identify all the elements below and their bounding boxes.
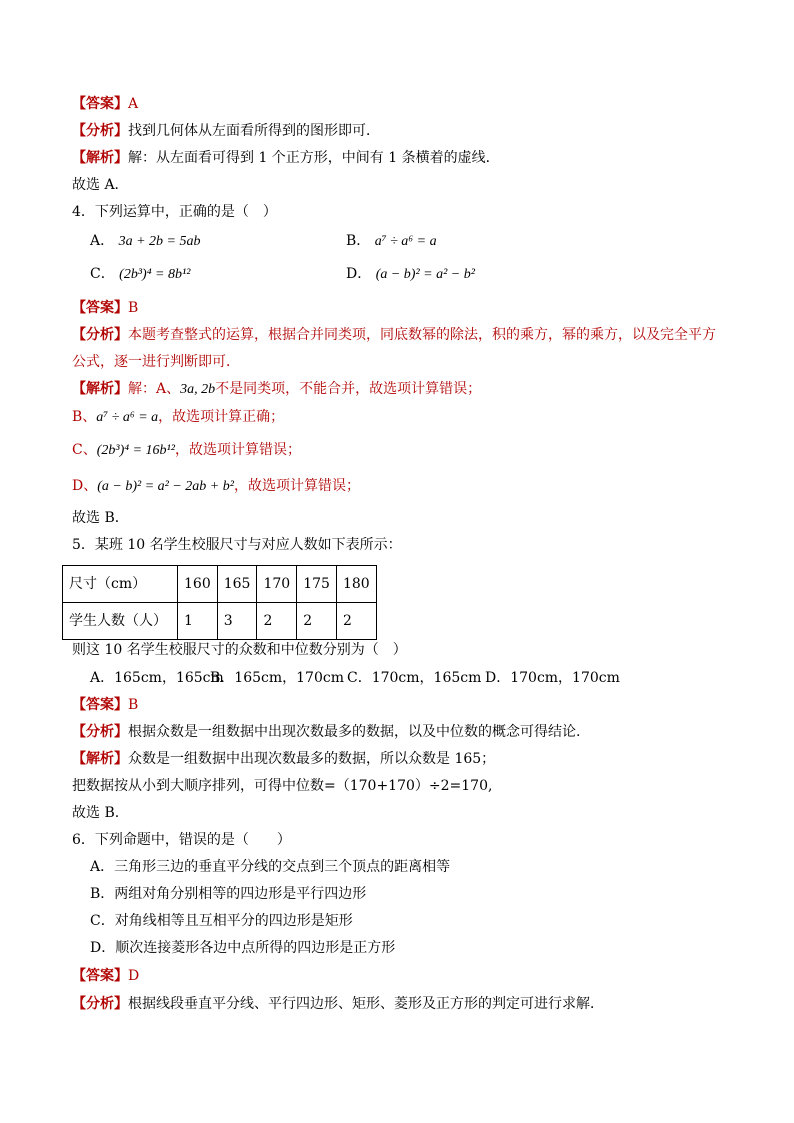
solution-prefix: C、 [72,442,97,458]
table-cell: 2 [336,603,376,640]
table-cell: 165 [217,566,257,603]
q4-solution-b [72,407,284,428]
analysis-text: 本题考查整式的运算，根据合并同类项，同底数幂的除法，积的乘方，幂的乘方，以及完全平方 [128,327,716,343]
solution-text: ，故选项计算正确； [158,409,285,425]
table-cell: 180 [336,566,376,603]
table-row [63,566,377,603]
q5-solution-cont: 把数据按从小到大顺序排列，可得中位数=（170+170）÷2=170, [72,778,493,794]
table-cell: 2 [297,603,337,640]
q4-answer [72,298,138,318]
solution-tag: 【解析】 [72,751,128,767]
table-cell: 175 [297,566,337,603]
option-expr: (2b³)⁴ = 8b¹² [119,267,191,282]
table-cell: 3 [217,603,257,640]
q4-solution-a [72,379,481,400]
q5-stem: 5．某班 10 名学生校服尺寸与对应人数如下表所示： [72,537,402,553]
q5-option-c: C．170cm，165cm [347,670,482,686]
q3-solution [72,148,500,168]
q3-answer [72,94,138,114]
q6-option-c: C．对角线相等且互相平分的四边形是矩形 [90,913,353,929]
q5-option-a: A．165cm，165cm [90,670,224,686]
q5-option-d: D．170cm，170cm [485,670,620,686]
solution-text: ，故选项计算错误； [233,478,360,494]
q4-solution-d [72,476,360,497]
answer-value: A [128,96,139,112]
analysis-text: 公式，逐一进行判断即可． [72,354,240,370]
solution-expr: (a − b)² = a² − 2ab + b² [97,479,234,494]
option-label: D． [346,266,372,282]
solution-prefix: D、 [72,478,98,494]
q5-solution [72,749,495,769]
q3-conclusion: 故选 A． [72,177,129,193]
analysis-tag: 【分析】 [72,996,128,1012]
table-cell: 160 [178,566,218,603]
answer-tag: 【答案】 [72,96,128,112]
solution-text: 众数是一组数据中出现次数最多的数据，所以众数是 165； [128,751,496,767]
solution-tag: 【解析】 [72,381,128,397]
answer-value: B [128,697,139,713]
q6-option-d: D．顺次连接菱形各边中点所得的四边形是正方形 [90,940,396,956]
q4-conclusion: 故选 B． [72,510,129,526]
q4-stem: 4．下列运算中，正确的是（ ） [72,204,277,220]
q6-option-b: B．两组对角分别相等的四边形是平行四边形 [90,886,367,902]
table-row [63,603,377,640]
q4-option-a [90,231,200,252]
analysis-tag: 【分析】 [72,327,128,343]
solution-tag: 【解析】 [72,150,128,166]
analysis-tag: 【分析】 [72,724,128,740]
solution-expr: 3a, 2b [180,382,216,397]
q5-option-b: B．165cm，170cm [210,670,344,686]
option-expr: a⁷ ÷ a⁶ = a [374,234,437,249]
q3-analysis [72,121,380,141]
solution-text: 不是同类项，不能合并，故选项计算错误； [215,381,482,397]
solution-prefix: B、 [72,409,97,425]
answer-tag: 【答案】 [72,697,128,713]
analysis-text: 找到几何体从左面看所得到的图形即可． [128,123,380,139]
q5-question: 则这 10 名学生校服尺寸的众数和中位数分别为（ ） [72,642,407,658]
table-header-cell: 学生人数（人） [63,603,178,640]
solution-expr: (2b³)⁴ = 16b¹² [96,443,175,458]
q4-option-b [346,231,437,252]
analysis-text: 根据众数是一组数据中出现次数最多的数据，以及中位数的概念可得结论. [128,724,581,740]
q6-analysis [72,994,604,1014]
option-expr: (a − b)² = a² − b² [375,267,475,282]
q5-answer [72,695,138,715]
option-expr: 3a + 2b = 5ab [118,234,201,249]
q5-analysis [72,722,580,742]
solution-prefix: 解：A、 [128,381,181,397]
q4-solution-c [72,440,301,461]
solution-text: ，故选项计算错误； [174,442,301,458]
analysis-text: 根据线段垂直平分线、平行四边形、矩形、菱形及正方形的判定可进行求解． [128,996,604,1012]
table-cell: 170 [257,566,297,603]
size-table [62,565,377,640]
option-label: B． [346,233,371,249]
q4-option-c [90,264,190,285]
q4-analysis [72,325,716,345]
q6-answer [72,966,139,986]
answer-value: B [128,300,139,316]
q6-option-a: A．三角形三边的垂直平分线的交点到三个顶点的距离相等 [90,859,451,875]
q4-option-d [346,264,475,285]
table-header-cell: 尺寸（cm） [63,566,178,603]
analysis-tag: 【分析】 [72,123,128,139]
answer-value: D [128,968,140,984]
table-cell: 2 [257,603,297,640]
answer-tag: 【答案】 [72,300,128,316]
q6-stem: 6．下列命题中，错误的是（ ） [72,832,291,848]
answer-tag: 【答案】 [72,968,128,984]
solution-expr: a⁷ ÷ a⁶ = a [96,410,159,425]
table-cell: 1 [178,603,218,640]
q5-conclusion: 故选 B. [72,805,120,821]
option-label: A． [90,233,115,249]
option-label: C． [90,266,115,282]
q4-analysis-cont [72,352,240,372]
solution-text: 解：从左面看可得到 1 个正方形，中间有 1 条横着的虚线． [128,150,500,166]
